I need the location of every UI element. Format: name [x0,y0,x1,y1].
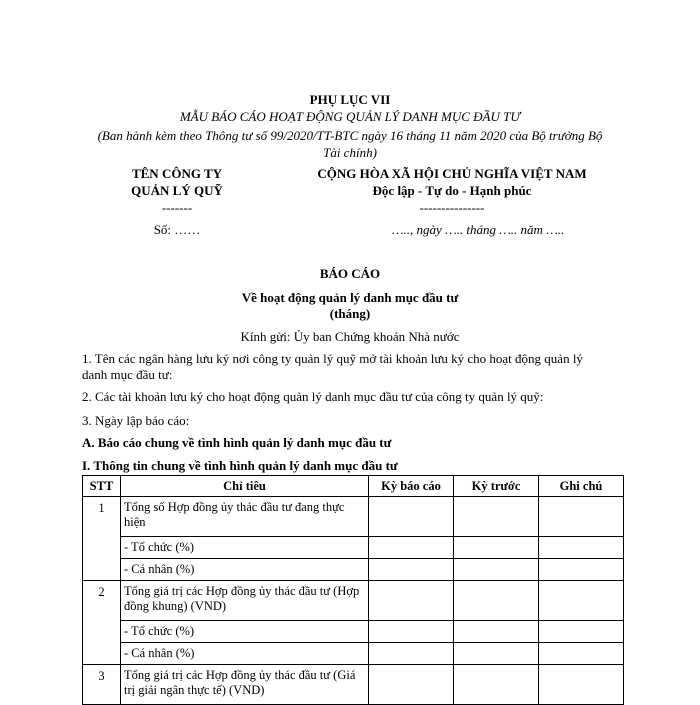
table-row [83,621,624,643]
company-name-line1: TÊN CÔNG TY [131,166,223,181]
table-row [83,643,624,665]
right-dash: --------------- [419,200,485,215]
header-notes: Ghi chú [539,476,624,497]
item-1-line2: danh mục đầu tư: [82,367,173,382]
item-1-line1: 1. Tên các ngân hàng lưu ký nơi công ty quản lý quỹ mở tài khoản lưu ký cho hoạt động quản lý [82,351,583,366]
previous-period-cell [454,665,539,705]
header-stt: STT [83,476,121,497]
table-row [83,537,624,559]
document-number: Số: …… [153,222,201,237]
current-period-cell [369,665,454,705]
header-indicator: Chỉ tiêu [121,476,369,497]
issued-line-1: (Ban hành kèm theo Thông tư số 99/2020/TT-BTC ngày 16 tháng 11 năm 2020 của Bộ trưởng Bộ [97,128,603,143]
table-header-row [83,476,624,497]
date-line: ….., ngày ….. tháng ….. năm ….. [392,222,565,237]
item-3: 3. Ngày lập báo cáo: [82,413,190,428]
indicator-cell: Tổng giá trị các Hợp đồng ủy thác đầu tư (Giá trị giải ngân thực tế) (VND) [121,665,369,705]
national-title: CỘNG HÒA XÃ HỘI CHỦ NGHĨA VIỆT NAM [317,166,587,181]
national-motto: Độc lập - Tự do - Hạnh phúc [372,183,532,198]
section-a-heading: A. Báo cáo chung về tình hình quản lý danh mục đầu tư [82,435,392,450]
table-row [83,497,624,537]
notes-cell [539,537,624,559]
table-row [83,559,624,581]
current-period-cell [369,537,454,559]
notes-cell [539,581,624,621]
left-dash: ------- [161,200,193,215]
current-period-cell [369,581,454,621]
portfolio-summary-table [82,475,624,705]
appendix-title: PHỤ LỤC VII [309,92,391,107]
notes-cell [539,497,624,537]
item-2: 2. Các tài khoản lưu ký cho hoạt động quản lý danh mục đầu tư của công ty quản lý quỹ: [82,389,544,404]
previous-period-cell [454,537,539,559]
current-period-cell [369,621,454,643]
notes-cell [539,559,624,581]
previous-period-cell [454,581,539,621]
header-current-period: Kỳ báo cáo [369,476,454,497]
indicator-cell: - Cá nhân (%) [121,559,369,581]
issued-line-2: Tài chính) [323,145,377,160]
indicator-cell: Tổng số Hợp đồng ủy thác đầu tư đang thực hiện [121,497,369,537]
notes-cell [539,621,624,643]
company-name-line2: QUẢN LÝ QUỸ [131,183,223,198]
row-number: 3 [83,665,121,705]
report-period: (tháng) [329,306,371,321]
section-i-heading: I. Thông tin chung về tình hình quản lý danh mục đầu tư [82,458,398,473]
form-title: MẪU BÁO CÁO HOẠT ĐỘNG QUẢN LÝ DANH MỤC ĐẦU TƯ [179,109,521,124]
notes-cell [539,643,624,665]
header-previous-period: Kỳ trước [454,476,539,497]
notes-cell [539,665,624,705]
table-row [83,665,624,705]
indicator-cell: - Tổ chức (%) [121,621,369,643]
row-number: 2 [83,581,121,665]
addressee: Kính gửi: Ủy ban Chứng khoán Nhà nước [240,329,460,344]
current-period-cell [369,497,454,537]
row-number: 1 [83,497,121,581]
report-title: BÁO CÁO [319,266,381,281]
previous-period-cell [454,559,539,581]
current-period-cell [369,559,454,581]
table-row [83,581,624,621]
current-period-cell [369,643,454,665]
indicator-cell: Tổng giá trị các Hợp đồng ủy thác đầu tư (Hợp đồng khung) (VND) [121,581,369,621]
previous-period-cell [454,497,539,537]
previous-period-cell [454,621,539,643]
indicator-cell: - Tổ chức (%) [121,537,369,559]
previous-period-cell [454,643,539,665]
indicator-cell: - Cá nhân (%) [121,643,369,665]
report-subject: Về hoạt động quản lý danh mục đầu tư [241,290,459,305]
